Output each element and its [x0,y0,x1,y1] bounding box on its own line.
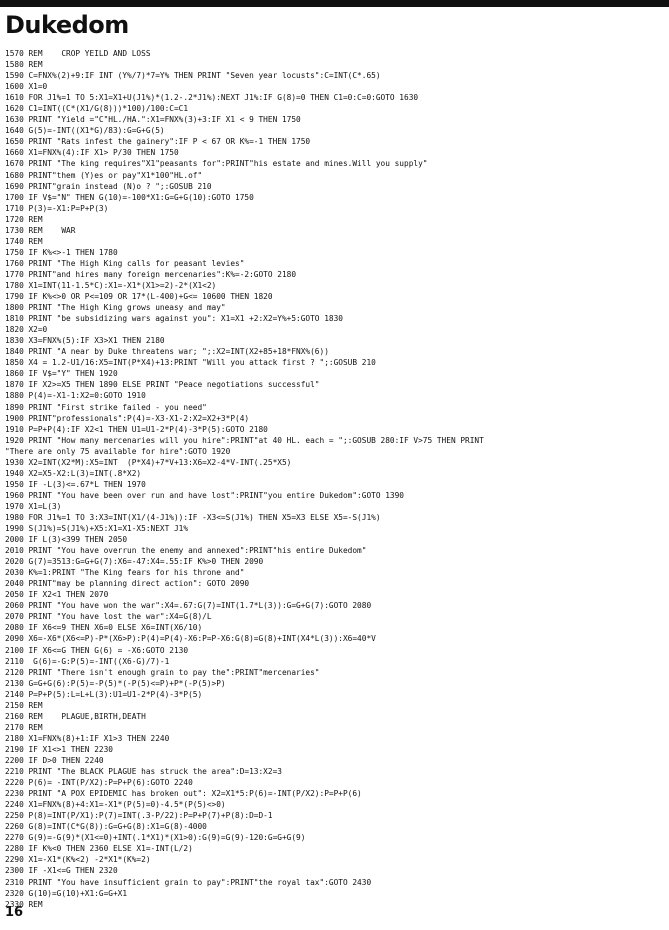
code-line: 1980 FOR J1%=1 TO 3:X3=INT(X1/(4-J1%)):IF -X3<=S(J1%) THEN X5=X3 ELSE X5=-S(J1%) [5,512,381,522]
code-line: 2020 G(7)=3513:G=G+G(7):X6=-47:X4=.55:IF K%>0 THEN 2090 [5,557,264,567]
code-line: 1900 PRINT"professionals":P(4)=-X3-X1-2:X2=X2+3*P(4) [5,413,250,423]
code-line: 1740 REM [5,236,43,246]
top-rule [0,0,669,7]
code-line: 2250 P(8)=INT(P/X1):P(7)=INT(.3-P/22):P=P+P(7)+P(8):D=D-1 [5,811,273,821]
code-line: 1680 PRINT"them (Y)es or pay"X1*100"HL.of" [5,170,203,180]
code-line: 2200 IF D>0 THEN 2240 [5,756,104,765]
code-line: 1760 PRINT "The High King calls for peasant levies" [5,258,245,268]
code-line: 1660 X1=FNX%(4):IF X1> P/30 THEN 1750 [5,148,179,158]
code-line: 1960 PRINT "You have been over run and have lost":PRINT"you entire Dukedom":GOTO 1390 [5,490,405,500]
code-line: 1570 REM CROP YEILD AND LOSS [5,49,151,58]
code-line: 1780 X1=INT(11-1.5*C):X1=-X1*(X1>=2)-2*(X1<2) [5,280,217,290]
code-line: 1950 IF -L(3)<=.67*L THEN 1970 [5,479,146,489]
code-line: 2000 IF L(3)<399 THEN 2050 [5,535,128,545]
code-line: 2240 X1=FNX%(8)+4:X1=-X1*(P(5)=0)-4.5*(P(5)<>0) [5,800,226,810]
code-line: 2280 IF K%<0 THEN 2360 ELSE X1=-INT(L/2) [5,844,193,854]
code-line: 1610 FOR J1%=1 TO 5:X1=X1+U(J1%)*(1.2-.2*J1%):NEXT J1%:IF G(8)=0 THEN C1=0:C=0:GOTO 1630 [5,93,419,103]
code-line: 2040 PRINT"may be planning direct action": GOTO 2090 [5,579,250,589]
code-line: 1640 G(5)=-INT((X1*G)/83):G=G+G(5) [5,126,165,136]
code-line: 1670 PRINT "The king requires"X1"peasants for":PRINT"his estate and mines.Will you supply" [5,159,428,169]
page-number: 16 [5,905,24,920]
code-line: 2230 PRINT "A POX EPIDEMIC has broken out": X2=X1*5:P(6)=-INT(P/X2):P=P+P(6) [5,789,362,799]
code-line: 2210 PRINT "The BLACK PLAGUE has struck the area":D=13:X2=3 [5,767,282,777]
code-line: 2140 P=P+P(5):L=L+L(3):U1=U1-2*P(4)-3*P(5) [5,689,203,699]
code-line: 2330 REM [5,899,43,909]
code-line: 1910 P=P+P(4):IF X2<1 THEN U1=U1-2*P(4)-3*P(5):GOTO 2180 [5,424,268,434]
code-line: "There are only 75 available for hire":GOTO 1920 [5,446,231,456]
code-line: 1880 P(4)=-X1-1:X2=0:GOTO 1910 [5,391,146,401]
code-line: 1620 C1=INT((C*(X1/G(8)))*100)/100:C=C1 [5,104,189,114]
code-line: 1850 X4 = 1.2-U1/16:X5=INT(P*X4)+13:PRINT "Will you attack first ? ";:GOSUB 210 [5,358,376,368]
code-line: 1890 PRINT "First strike failed - you need" [5,402,207,412]
code-line: 1700 IF V$="N" THEN G(10)=-100*X1:G=G+G(10):GOTO 1750 [5,192,254,202]
code-line: 1810 PRINT "be subsidizing wars against you": X1=X1 +2:X2=Y%+5:GOTO 1830 [5,314,343,324]
code-line: 1630 PRINT "Yield ="C"HL./HA.":X1=FNX%(3)+3:IF X1 < 9 THEN 1750 [5,115,301,125]
code-line: 1940 X2=X5-X2:L(3)=INT(.8*X2) [5,468,142,478]
code-line: 1600 X1=0 [5,82,48,92]
code-line: 1650 PRINT "Rats infest the gainery":IF P < 67 OR K%=-1 THEN 1750 [5,137,311,147]
code-line: 2030 K%=1:PRINT "The King fears for his throne and" [5,568,245,578]
code-line: 2050 IF X2<1 THEN 2070 [5,590,109,600]
code-line: 1720 REM [5,214,43,224]
code-line: 1830 X3=FNX%(5):IF X3>X1 THEN 2180 [5,336,165,346]
code-line: 1770 PRINT"and hires many foreign mercenaries":K%=-2:GOTO 2180 [5,269,297,279]
code-line: 2060 PRINT "You have won the war":X4=.67:G(7)=INT(1.7*L(3)):G=G+G(7):GOTO 2080 [5,601,372,611]
code-line: 1800 PRINT "The High King grows uneasy and may" [5,303,226,313]
code-line: 1710 P(3)=-X1:P=P+P(3) [5,203,109,213]
code-line: 2010 PRINT "You have overrun the enemy and annexed":PRINT"his entire Dukedom" [5,546,367,556]
code-line: 1790 IF K%<>0 OR P<=109 OR 17*(L-400)+G<= 10600 THEN 1820 [5,292,273,302]
code-line: 2180 X1=FNX%(8)+1:IF X1>3 THEN 2240 [5,733,170,743]
code-line: 2100 IF X6<=G THEN G(6) = -X6:GOTO 2130 [5,645,189,655]
code-line: 2110 G(6)=-G:P(5)=-INT((X6-G)/7)-1 [5,656,170,666]
page-heading: Dukedom [5,11,129,39]
code-line: 1730 REM WAR [5,225,76,235]
code-line: 2080 IF X6<=9 THEN X6=0 ELSE X6=INT(X6/10) [5,623,203,633]
code-line: 2190 IF X1<>1 THEN 2230 [5,744,113,754]
code-line: 1870 IF X2>=X5 THEN 1890 ELSE PRINT "Peace negotiations successful" [5,380,320,390]
code-line: 1590 C=FNX%(2)+9:IF INT (Y%/7)*7=Y% THEN PRINT "Seven year locusts":C=INT(C*.65) [5,71,381,81]
code-line: 2070 PRINT "You have lost the war":X4=G(8)/L [5,612,212,622]
code-line: 2300 IF -X1<=G THEN 2320 [5,866,118,876]
code-line: 1820 X2=0 [5,325,48,335]
code-line: 2150 REM [5,700,43,710]
code-line: 2220 P(6)= -INT(P/X2):P=P+P(6):GOTO 2240 [5,778,193,788]
code-line: 2290 X1=-X1*(K%<2) -2*X1*(K%=2) [5,855,151,865]
code-line: 2320 G(10)=G(10)+X1:G=G+X1 [5,888,128,898]
code-line: 2120 PRINT "There isn't enough grain to pay the":PRINT"mercenaries" [5,667,320,677]
code-line: 2260 G(8)=INT(C*G(8)):G=G+G(8):X1=G(8)-4000 [5,822,207,832]
code-line: 2310 PRINT "You have insufficient grain to pay":PRINT"the royal tax":GOTO 2430 [5,877,372,887]
code-line: 2090 X6=-X6*(X6<=P)-P*(X6>P):P(4)=P(4)-X6:P=P-X6:G(8)=G(8)+INT(X4*L(3)):X6=40*V [5,634,376,644]
code-line: 2160 REM PLAGUE,BIRTH,DEATH [5,711,146,721]
basic-program-listing [5,48,667,910]
code-line: 1990 S(J1%)=S(J1%)+X5:X1=X1-X5:NEXT J1% [5,524,189,534]
code-line: 2130 G=G+G(6):P(5)=-P(5)*(-P(5)<=P)+P*(-P(5)>P) [5,678,226,688]
code-line: 2170 REM [5,722,43,732]
code-line: 1690 PRINT"grain instead (N)o ? ";:GOSUB 210 [5,181,212,191]
code-line: 1920 PRINT "How many mercenaries will you hire":PRINT"at 40 HL. each = ";:GOSUB 280:IF V>75 THEN PRINT [5,435,484,445]
code-line: 1860 IF V$="Y" THEN 1920 [5,369,118,379]
code-line: 1970 X1=L(3) [5,501,62,511]
code-line: 2270 G(9)=-G(9)*(X1<=0)+INT(.1*X1)*(X1>0):G(9)=G(9)-120:G=G+G(9) [5,833,306,843]
code-line: 1840 PRINT "A near by Duke threatens war; ";:X2=INT(X2+85+18*FNX%(6)) [5,347,329,357]
code-line: 1750 IF K%<>-1 THEN 1780 [5,247,118,257]
code-line: 1580 REM [5,60,43,70]
code-line: 1930 X2=INT(X2*M):X5=INT (P*X4)+7*V+13:X6=X2-4*V-INT(.25*X5) [5,457,292,467]
